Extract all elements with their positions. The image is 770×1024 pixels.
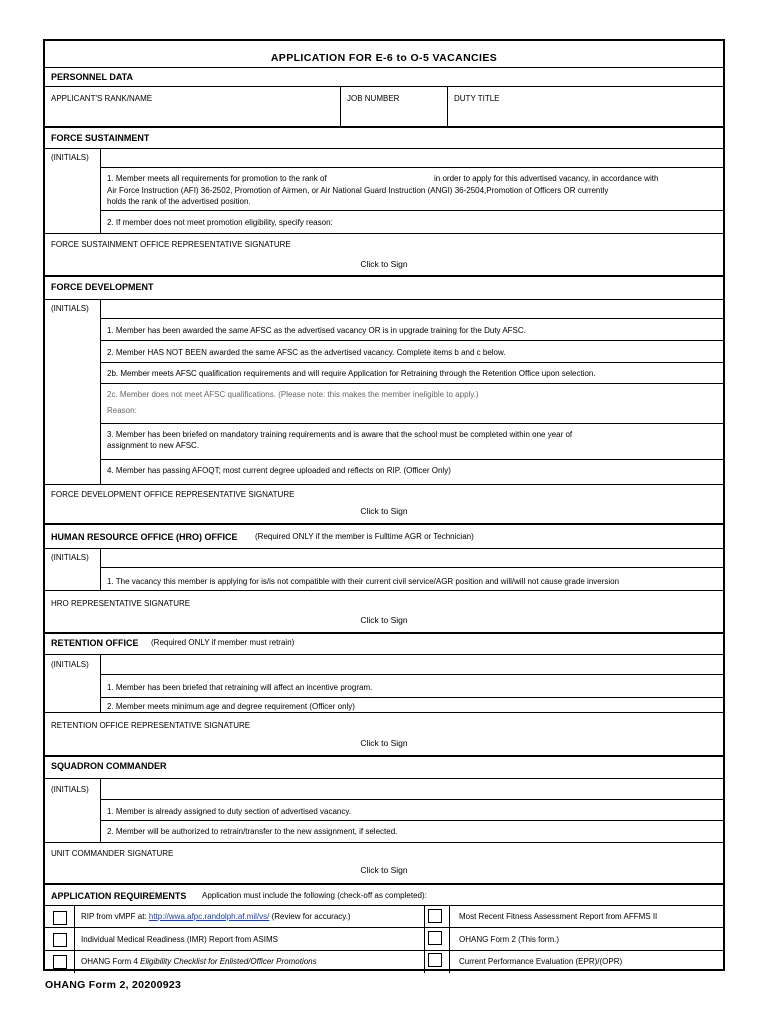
rip-checkbox[interactable] bbox=[53, 911, 67, 925]
squadron-click-to-sign[interactable]: Click to Sign bbox=[360, 865, 408, 875]
divider bbox=[45, 67, 723, 68]
divider bbox=[100, 148, 101, 233]
hro-item1-text: 1. The vacancy this member is applying for is/is not compatible with their current civil service/AGR position and will/will not cause grade inversion bbox=[107, 577, 620, 586]
divider bbox=[100, 674, 723, 675]
divider bbox=[45, 755, 723, 757]
retention-click-to-sign[interactable]: Click to Sign bbox=[360, 738, 408, 748]
unit-commander-signature-label: UNIT COMMANDER SIGNATURE bbox=[51, 849, 174, 858]
fs-initials-field[interactable] bbox=[101, 149, 725, 167]
initials-label: (INITIALS) bbox=[51, 304, 89, 313]
divider bbox=[45, 950, 723, 951]
retention-item1-text: 1. Member has been briefed that retraining will affect an incentive program. bbox=[107, 683, 373, 692]
fitness-checkbox[interactable] bbox=[428, 909, 442, 923]
force-development-header: FORCE DEVELOPMENT bbox=[51, 282, 154, 292]
divider bbox=[45, 233, 723, 234]
form4-checkbox[interactable] bbox=[53, 955, 67, 969]
fd-click-to-sign[interactable]: Click to Sign bbox=[360, 506, 408, 516]
divider bbox=[45, 275, 723, 277]
fd-item4-text: 4. Member has passing AFOQT; most current degree uploaded and reflects on RIP. (Officer Only) bbox=[107, 466, 451, 475]
application-requirements-header: APPLICATION REQUIREMENTS bbox=[51, 891, 187, 901]
rank-name-field[interactable] bbox=[46, 87, 339, 126]
divider bbox=[100, 820, 723, 821]
squadron-item2-text: 2. Member will be authorized to retrain/transfer to the new assignment, if selected. bbox=[107, 827, 398, 836]
rip-requirement-prefix: RIP from vMPF at: bbox=[81, 912, 149, 921]
squadron-item1-text: 1. Member is already assigned to duty section of advertised vacancy. bbox=[107, 807, 351, 816]
divider bbox=[100, 654, 101, 712]
divider bbox=[100, 167, 723, 168]
divider bbox=[100, 383, 723, 384]
divider bbox=[45, 927, 723, 928]
fd-item3-text-line2: assignment to new AFSC. bbox=[107, 441, 200, 450]
fs-signature-label: FORCE SUSTAINMENT OFFICE REPRESENTATIVE SIGNATURE bbox=[51, 240, 291, 249]
divider bbox=[45, 590, 723, 591]
divider bbox=[45, 905, 723, 906]
rip-requirement bbox=[81, 911, 351, 922]
hro-signature-label: HRO REPRESENTATIVE SIGNATURE bbox=[51, 599, 191, 608]
fs-item2-text: 2. If member does not meet promotion eligibility, specify reason: bbox=[107, 218, 333, 227]
initials-label: (INITIALS) bbox=[51, 660, 89, 669]
divider bbox=[45, 712, 723, 713]
hro-note: (Required ONLY if the member is Fulltime AGR or Technician) bbox=[255, 532, 474, 541]
application-form bbox=[43, 39, 725, 971]
divider bbox=[100, 340, 723, 341]
retention-note: (Required ONLY if member must retrain) bbox=[151, 638, 295, 647]
retention-header: RETENTION OFFICE bbox=[51, 638, 139, 648]
divider bbox=[45, 883, 723, 885]
imr-requirement: Individual Medical Readiness (IMR) Report from ASIMS bbox=[81, 935, 278, 944]
application-requirements-note: Application must include the following (check-off as completed): bbox=[202, 891, 427, 900]
retention-initials-field[interactable] bbox=[101, 655, 725, 674]
divider bbox=[45, 842, 723, 843]
fs-item1-text-line3: holds the rank of the advertised position. bbox=[107, 197, 251, 206]
fd-item2b-text: 2b. Member meets AFSC qualification requirements and will require Application for Retraining through the Retention Office upon selection. bbox=[107, 369, 596, 378]
initials-label: (INITIALS) bbox=[51, 785, 89, 794]
hro-click-to-sign[interactable]: Click to Sign bbox=[360, 615, 408, 625]
divider bbox=[100, 697, 723, 698]
divider bbox=[100, 362, 723, 363]
personnel-data-header: PERSONNEL DATA bbox=[51, 72, 134, 82]
form2-requirement: OHANG Form 2 (This form.) bbox=[459, 935, 560, 944]
divider bbox=[45, 126, 723, 128]
retention-signature-label: RETENTION OFFICE REPRESENTATIVE SIGNATURE bbox=[51, 721, 251, 730]
divider bbox=[100, 299, 101, 484]
duty-title-field[interactable] bbox=[448, 87, 725, 126]
divider bbox=[100, 459, 723, 460]
hro-header: HUMAN RESOURCE OFFICE (HRO) OFFICE bbox=[51, 532, 238, 542]
form4-requirement-prefix: OHANG Form 4 bbox=[81, 957, 141, 966]
fs-item1-text: 1. Member meets all requirements for promotion to the rank of bbox=[107, 174, 327, 183]
vmpf-link[interactable]: http://wwa.afpc.randolph.af.mil/vs/ bbox=[148, 912, 270, 921]
divider bbox=[100, 548, 101, 590]
divider bbox=[100, 318, 723, 319]
fs-item1-text-line2: Air Force Instruction (AFI) 36-2502, Promotion of Airmen, or Air National Guard Instruction (ANGI) 36-2504,Promotion of Officers OR currently bbox=[107, 186, 609, 195]
fd-item2c-text: 2c. Member does not meet AFSC qualifications. (Please note: this makes the member ineligible to apply.) bbox=[107, 390, 479, 399]
fd-reason-label: Reason: bbox=[107, 406, 137, 415]
form4-requirement-title: Eligibility Checklist for Enlisted/Officer Promotions bbox=[140, 957, 317, 966]
promotion-rank-field[interactable] bbox=[363, 173, 429, 184]
fd-item2-text: 2. Member HAS NOT BEEN awarded the same AFSC as the advertised vacancy. Complete items b and c below. bbox=[107, 348, 506, 357]
fitness-requirement: Most Recent Fitness Assessment Report from AFFMS II bbox=[459, 912, 658, 921]
form-title: APPLICATION FOR E-6 to O-5 VACANCIES bbox=[270, 52, 498, 64]
epr-requirement: Current Performance Evaluation (EPR)/(OPR) bbox=[459, 957, 623, 966]
fd-item3-text: 3. Member has been briefed on mandatory training requirements and is aware that the school must be completed within one year of bbox=[107, 430, 573, 439]
divider bbox=[100, 210, 723, 211]
initials-label: (INITIALS) bbox=[51, 553, 89, 562]
divider bbox=[100, 799, 723, 800]
retention-item2-text: 2. Member meets minimum age and degree requirement (Officer only) bbox=[107, 702, 355, 711]
divider bbox=[424, 905, 425, 973]
fd-initials-field[interactable] bbox=[101, 300, 725, 318]
fs-item2-initials-field[interactable] bbox=[46, 211, 99, 233]
duty-title-label: DUTY TITLE bbox=[454, 94, 500, 103]
divider bbox=[45, 484, 723, 485]
fd-signature-label: FORCE DEVELOPMENT OFFICE REPRESENTATIVE SIGNATURE bbox=[51, 490, 295, 499]
divider bbox=[100, 778, 101, 842]
fd-item1-text: 1. Member has been awarded the same AFSC as the advertised vacancy OR is in upgrade training for the Duty AFSC. bbox=[107, 326, 526, 335]
initials-label: (INITIALS) bbox=[51, 153, 89, 162]
squadron-commander-header: SQUADRON COMMANDER bbox=[51, 761, 167, 771]
fs-item1-text-cont: in order to apply for this advertised vacancy, in accordance with bbox=[434, 174, 659, 183]
imr-checkbox[interactable] bbox=[53, 933, 67, 947]
form4-requirement bbox=[81, 956, 317, 967]
epr-checkbox[interactable] bbox=[428, 953, 442, 967]
rip-requirement-suffix: (Review for accuracy.) bbox=[269, 912, 351, 921]
divider bbox=[449, 905, 450, 973]
divider bbox=[74, 905, 75, 973]
divider bbox=[100, 423, 723, 424]
job-number-field[interactable] bbox=[341, 87, 446, 126]
hro-initials-field[interactable] bbox=[101, 549, 725, 567]
rank-name-label: APPLICANT'S RANK/NAME bbox=[51, 94, 153, 103]
fs-click-to-sign[interactable]: Click to Sign bbox=[360, 259, 408, 269]
divider bbox=[45, 523, 723, 525]
form2-checkbox[interactable] bbox=[428, 931, 442, 945]
job-number-label: JOB NUMBER bbox=[347, 94, 400, 103]
divider bbox=[100, 567, 723, 568]
fd-reason-field[interactable] bbox=[145, 402, 715, 416]
divider bbox=[45, 632, 723, 634]
squadron-initials-field[interactable] bbox=[101, 779, 725, 799]
fs-item1-initials-field[interactable] bbox=[46, 168, 99, 210]
force-sustainment-header: FORCE SUSTAINMENT bbox=[51, 133, 150, 143]
form-footer-id: OHANG Form 2, 20200923 bbox=[45, 979, 182, 991]
